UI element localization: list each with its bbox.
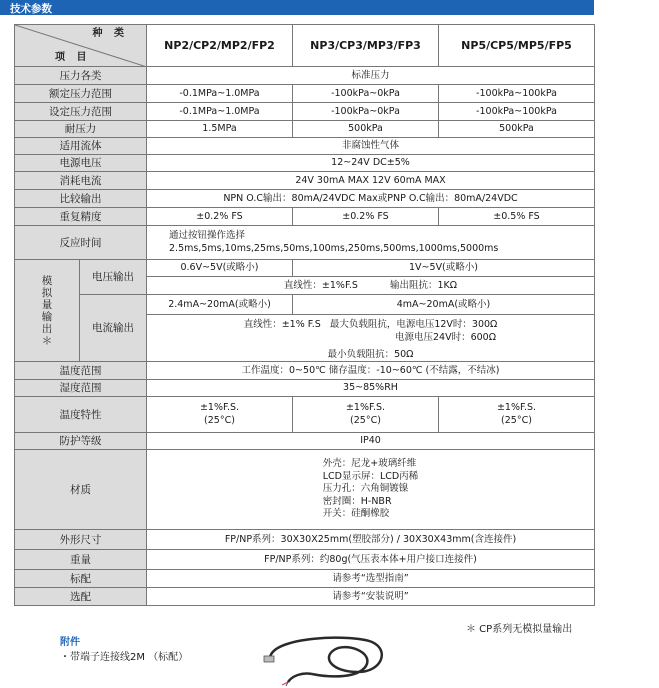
section-title: 技术参数 [10, 3, 52, 15]
cell: ±0.2% FS [293, 208, 439, 226]
cell: -100kPa~0kPa [293, 103, 439, 121]
table-row [15, 208, 595, 226]
row-label: 湿度范围 [15, 380, 147, 397]
cell: 请参考“安装说明” [147, 588, 595, 606]
material-line: 外壳：尼龙+玻璃纤维 [322, 458, 417, 470]
cell: 2.4mA~20mA(或略小) [147, 295, 293, 315]
cell [439, 397, 595, 433]
row-label: 额定压力范围 [15, 85, 147, 103]
temp-char-sub: (25°C) [350, 414, 381, 426]
cell: FP/NP系列：约80g(气压表本体+用户接口连接件) [147, 550, 595, 570]
corner-top: 种 类 [92, 28, 128, 39]
row-label: 设定压力范围 [15, 103, 147, 121]
cell: 最小负载阻抗：50Ω [147, 349, 595, 362]
table-row [15, 530, 595, 550]
row-label: 适用流体 [15, 138, 147, 155]
cell: 工作温度：0~50℃ 储存温度：-10~60℃ (不结露，不结冰) [147, 362, 595, 380]
table-row [15, 226, 595, 260]
response-line-2: 2.5ms,5ms,10ms,25ms,50ms,100ms,250ms,500ms,1000ms,5000ms [169, 242, 499, 254]
material-line: 密封圈：H-NBR [322, 495, 392, 507]
table-row [15, 433, 595, 450]
temp-char-value: ±1%F.S. [496, 402, 537, 413]
current-line-1 [150, 319, 591, 332]
cell: 500kPa [293, 121, 439, 138]
current-max-load: 最大负载阻抗，电源电压12V时：300Ω [329, 319, 498, 331]
table-row [15, 138, 595, 155]
table-row [15, 588, 595, 606]
table-row [15, 103, 595, 121]
accessory-item: ・带端子连接线2M （标配） [60, 652, 189, 663]
cell [147, 397, 293, 433]
row-label-analog [15, 260, 80, 362]
cell: 12~24V DC±5% [147, 155, 595, 172]
column-header: NP3/CP3/MP3/FP3 [293, 25, 439, 67]
table-header-row [15, 25, 595, 67]
material-line: 压力孔：六角铜镀镍 [322, 483, 409, 495]
cell: 1.5MPa [147, 121, 293, 138]
cell: -100kPa~100kPa [439, 85, 595, 103]
row-label: 电流输出 [80, 295, 147, 362]
response-line-1: 通过按钮操作选择 [169, 230, 246, 241]
current-linearity: 直线性：±1% F.S [243, 319, 321, 331]
cell: FP/NP系列：30X30X25mm(塑胶部分) / 30X30X43mm(含连接件) [147, 530, 595, 550]
material-line: LCD显示屏：LCD丙稀 [322, 470, 419, 482]
voltage-impedance: 输出阻抗：1KΩ [390, 279, 458, 291]
row-label: 选配 [15, 588, 147, 606]
cell: 1V~5V(或略小) [293, 260, 595, 277]
corner-cell [15, 25, 147, 67]
cell: 35~85%RH [147, 380, 595, 397]
cell [147, 277, 595, 295]
table-row [15, 172, 595, 190]
cell: -100kPa~0kPa [293, 85, 439, 103]
row-label: 电源电压 [15, 155, 147, 172]
table-row [15, 295, 595, 315]
table-row [15, 397, 595, 433]
cell: 非腐蚀性气体 [147, 138, 595, 155]
table-row [15, 190, 595, 208]
row-label: 反应时间 [15, 226, 147, 260]
row-label: 重量 [15, 550, 147, 570]
row-label: 温度范围 [15, 362, 147, 380]
column-header: NP5/CP5/MP5/FP5 [439, 25, 595, 67]
cable-image [262, 628, 392, 686]
cell [293, 397, 439, 433]
temp-char-sub: (25°C) [501, 414, 532, 426]
table-row [15, 570, 595, 588]
row-label: 消耗电流 [15, 172, 147, 190]
cell: -0.1MPa~1.0MPa [147, 103, 293, 121]
table-row [15, 155, 595, 172]
temp-char-value: ±1%F.S. [199, 402, 240, 413]
row-label: 压力各类 [15, 67, 147, 85]
cell: IP40 [147, 433, 595, 450]
row-label: 温度特性 [15, 397, 147, 433]
voltage-linearity: 直线性：±1%F.S [283, 279, 358, 291]
table-row [15, 121, 595, 138]
cell: ±0.5% FS [439, 208, 595, 226]
cell: NPN O.C输出：80mA/24VDC Max或PNP O.C输出：80mA/24VDC [147, 190, 595, 208]
row-label: 材质 [15, 450, 147, 530]
temp-char-sub: (25°C) [204, 414, 235, 426]
current-max-load-24: 电源电压24V时：600Ω [395, 331, 496, 343]
cell: ±0.2% FS [147, 208, 293, 226]
corner-bottom: 项 目 [55, 52, 91, 63]
row-label: 电压输出 [80, 260, 147, 295]
cell [147, 315, 595, 349]
row-label: 防护等级 [15, 433, 147, 450]
cell [147, 226, 595, 260]
cell: 4mA~20mA(或略小) [293, 295, 595, 315]
row-label: 外形尺寸 [15, 530, 147, 550]
material-line: 开关：硅酮橡胶 [322, 508, 390, 520]
cell: 标准压力 [147, 67, 595, 85]
row-label: 重复精度 [15, 208, 147, 226]
column-header: NP2/CP2/MP2/FP2 [147, 25, 293, 67]
table-row [15, 550, 595, 570]
cell: 0.6V~5V(或略小) [147, 260, 293, 277]
cell: 请参考“选型指南” [147, 570, 595, 588]
spec-table [14, 24, 595, 606]
footnote: ＊ CP系列无模拟量输出 [466, 624, 573, 635]
temp-char-value: ±1%F.S. [345, 402, 386, 413]
cell: -0.1MPa~1.0MPa [147, 85, 293, 103]
table-row [15, 67, 595, 85]
table-row [15, 85, 595, 103]
accessory-title: 附件 [60, 637, 80, 648]
row-label: 比较输出 [15, 190, 147, 208]
cell: 24V 30mA MAX 12V 60mA MAX [147, 172, 595, 190]
cell: -100kPa~100kPa [439, 103, 595, 121]
row-label: 标配 [15, 570, 147, 588]
table-row [15, 362, 595, 380]
table-row [15, 380, 595, 397]
cell: 500kPa [439, 121, 595, 138]
section-header [0, 0, 594, 15]
analog-label: 模拟量输出＊ [41, 274, 53, 347]
row-label: 耐压力 [15, 121, 147, 138]
table-row [15, 260, 595, 277]
cell [147, 450, 595, 530]
table-row [15, 450, 595, 530]
